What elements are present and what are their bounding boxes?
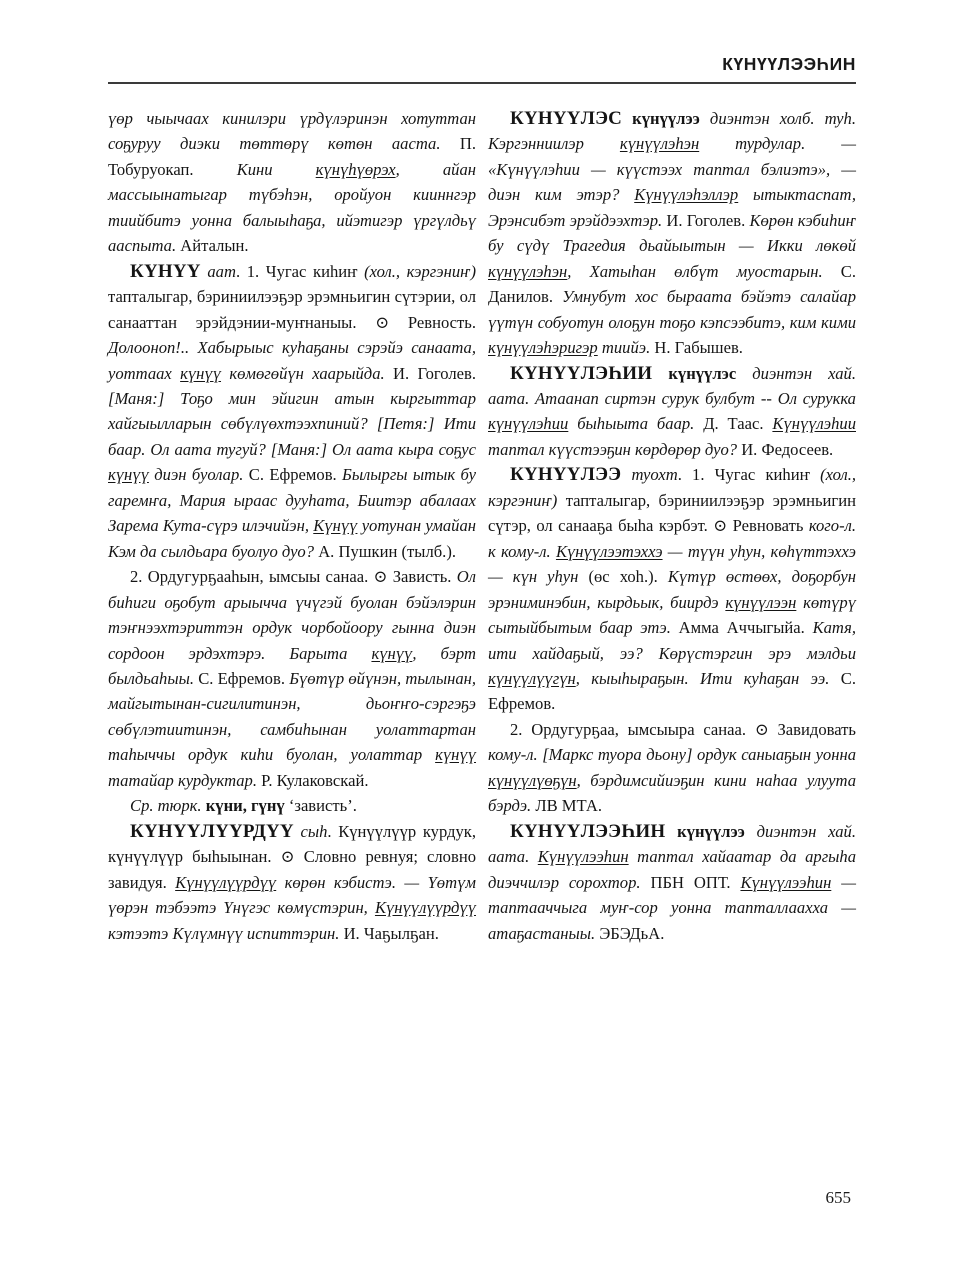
definition-kunuulee-1-tail: тапталыгар, бэриниилээҕэр эрэмньигин сүтэр, ол санааҕа быһа кэрбэт. — [488, 490, 856, 536]
em-dash-separator: — — [404, 872, 420, 892]
quote-16-lead: Күтүр өстөөх, доҕорбун эрэниминэбин, кырдьык, биирдэ — [488, 567, 857, 612]
quote-10-source: И. Гоголев. — [666, 210, 746, 230]
quote-8-lead: Кэргэнниилэр — [488, 134, 620, 154]
entry-kunuu-sense-2 — [108, 564, 476, 793]
quote-17-source: С. Ефремов. — [488, 668, 856, 714]
quote-1-lead: Долооноп!.. Хабырыыс куһаҕаны сэрэйэ санаата, уоттаах — [108, 338, 476, 383]
quote-5-lead: Бүөтүр өйүнэн, тылынан, майгытынан-сигилитинэн, дьоҥҥо-сэргэҕэ сөбүлэтиитинэн, самбиһынан уолаттартан таһыччы ордук киһи буолан, уолаттар — [108, 668, 476, 765]
quote-6-tail: көрөн кэбистэ. — [276, 872, 396, 892]
underlined-form-kunuulehii-1: күнүүлэһии — [488, 414, 569, 434]
reference-tail-kunuuleehin: диэнтэн хай. аата. — [488, 821, 856, 867]
underlined-form-kunuulehii-2: Күнүүлэһии — [772, 414, 856, 434]
quote-17-lead: Катя, ити хайдаҕый, ээ? Көрүстэргин эрэ мэлдьи — [488, 618, 856, 663]
underlined-form-kunuules-3: күнүүлэһэн — [488, 261, 568, 281]
definition-kunuuluurduu: Күнүүлүүр курдук, күнүүлүүр быһыынан. — [108, 821, 476, 867]
definition-1-tail: тапталыгар, бэриниилээҕэр эрэмньигин сүтэрии, ол санааттан эрэйдэнии-муҥнаныы. — [108, 287, 476, 332]
quote-7-lead: Үөтүм үөрэн тэбээтэ Үнүгэс көмүстэрин, — [108, 872, 476, 918]
headword-kunuu: КҮНҮҮ — [130, 260, 201, 282]
reference-headword-kunuulehii: күнүүлэс — [668, 363, 737, 383]
quote-2-tail: диэн буолар. — [148, 465, 244, 485]
quote-1-source: И. Гоголев. — [392, 363, 476, 383]
quote-5-source: Р. Кулаковскай. — [261, 770, 369, 790]
russian-equivalent-kunuulee-1: Ревновать — [732, 516, 809, 536]
underlined-form-kunuulee-4: күнүүлүөҕүн — [488, 770, 577, 790]
underlined-form-kunuu-1: күнүү — [180, 363, 222, 383]
entry-kunuu — [108, 259, 476, 564]
quote-18-lead: [Маркс туора дьону] ордук саныаҕын уонна — [542, 745, 856, 765]
sense-bullet-icon-5: ⊙ — [754, 719, 769, 739]
sense-bullet-icon-2: ⊙ — [373, 567, 388, 587]
russian-equivalent-kunuuluurduu: Словно ревнуя; словно завидуя. — [108, 847, 476, 892]
sense-number-2: 2. — [130, 567, 143, 587]
page-header — [108, 44, 856, 84]
headword-kunuulee: КҮНҮҮЛЭЭ — [510, 464, 622, 486]
underlined-form-kunuuleehin-1: Күнүүлээһин — [537, 847, 629, 867]
right-column — [488, 106, 856, 1171]
etymology-cf-label: Ср. — [130, 796, 154, 816]
quote-16-tail: көтүрү сытыйбытым баар этэ. — [488, 592, 856, 638]
quote-7-tail: кэтээтэ Күлүмнүү испиттэрин. — [108, 923, 340, 943]
quote-3-source-note: (тылб.). — [401, 541, 456, 561]
quote-13-lead: Атаанап сиртэн сурук булбут -- Ол сурукка — [535, 388, 856, 408]
quote-9: «Күнүүлэһии — күүстээх таптал бэлиэтэ», — диэн ким этэр? — [488, 159, 856, 205]
quote-14-tail: таптал күүстээҕин көрдөрөр дуо? — [488, 439, 738, 459]
russian-government-note-1: кого-л. к кому-л. — [488, 516, 856, 561]
quote-8-tail: турдулар. — [699, 134, 806, 154]
quote-3-lead: Былыргы ытык бу гаремҥа, Мария ыраас дууһата, Биитэр абалаах Зарема Кута-сүрэ илэчийэн, — [108, 465, 476, 536]
quote-18-source: ЛВ МТА. — [535, 796, 602, 816]
russian-equivalent-1: Ревность. — [407, 312, 476, 332]
entry-kunuulehii — [488, 361, 856, 463]
quote-7-source: И. Чаҕылҕан. — [343, 923, 439, 943]
grammar-label-kunuulee: туохт — [631, 465, 678, 485]
quote-12-source: Н. Габышев. — [654, 338, 743, 358]
header-divider-rule — [108, 82, 856, 84]
continuation-source-2: Айталын. — [180, 236, 249, 256]
continuation-source-1: П. Тобуруокап. — [108, 134, 476, 179]
underlined-form-kunuuleehin-2: Күнүүлээһин — [740, 872, 832, 892]
continuation-paragraph — [108, 106, 476, 259]
headword-kunuules: КҮНҮҮЛЭС — [510, 108, 623, 129]
grammar-dot-2: . — [327, 821, 332, 841]
quote-3-source: А. Пушкин — [318, 541, 398, 561]
entry-kunuuluurduu — [108, 819, 476, 946]
quote-4-source: С. Ефремов. — [198, 668, 285, 688]
quote-1-tail: көмөгөйүн хаарыйда. — [221, 363, 385, 383]
quote-12-lead: Умнубут хос быраата бэйэтэ салайар үүтүн собуотун олоҕун тоҕо кэпсээбитэ, ким кими — [488, 287, 856, 332]
quote-19-tail: таптал хайаатар да аргыһа диэччилэр сорохтор. — [488, 847, 856, 892]
quote-3-tail: уотунан умайан Кэм да сылдьара буолуо дуо? — [108, 516, 476, 561]
quote-13-source: Д. Таас. — [703, 414, 764, 434]
underlined-form-kunuuluurduu-1: Күнүүлүүрдүү — [175, 872, 277, 892]
underlined-form-kunuules-4: күнүүлэһэригэр — [488, 338, 598, 358]
grammar-label-kunuu: аат — [207, 261, 236, 281]
sense-number-kunuulee-1: 1. — [692, 465, 705, 485]
underlined-form-kunuules-1: күнүүлэһэн — [619, 134, 700, 154]
text-columns — [108, 106, 856, 1171]
etymology-forms: күни, гүнү — [205, 796, 285, 816]
quote-2-source: С. Ефремов. — [248, 465, 337, 485]
quote-5-tail: татайар курдуктар. — [108, 770, 258, 790]
quote-13-tail: быһыыта баар. — [568, 414, 695, 434]
quote-11-lead: Көрөн кэбиһиҥ бу сүдү Трагедия дьайыытын — Икки лөкөй — [488, 210, 856, 256]
page-number: 655 — [825, 1188, 851, 1207]
continuation-quote-text: үөр чыычаах кинилэри үрдүлэринэн хотуттан соҕуруу диэки төттөрү көтөн ааста. — [108, 109, 476, 154]
quote-10-tail: ытыктаспат, Эрэнсибэт эрэйдээхтэр. — [488, 185, 856, 230]
grammar-dot-3: . — [677, 465, 682, 485]
quote-11-tail: , Хатыһан өлбүт муостарын. — [567, 261, 823, 281]
definition-1-italic-note: (хол., кэргэниҥ) — [364, 261, 476, 281]
quote-16-source: Амма Аччыгыйа. — [678, 618, 805, 638]
grammar-label-kunuuluurduu: сыһ — [300, 821, 328, 841]
quote-18-tail: , бэрдимсийиэҕин кини наһаа улуута бэрдэ. — [488, 770, 856, 816]
reference-tail-kunuules: диэнтэн холб. туһ. — [709, 109, 856, 128]
quote-12-tail: тиийэ. — [597, 338, 651, 358]
underlined-form-kunuules-2: Күнүүлэһэллэр — [634, 185, 739, 205]
underlined-form-kunuu-4: күнүү — [371, 643, 413, 663]
headword-kunuuleehin: КҮНҮҮЛЭЭҺИН — [510, 820, 666, 842]
underlined-form-kunuu-2: күнүү — [108, 465, 149, 485]
grammar-dot: . — [235, 261, 241, 281]
underlined-form-kunuulee-3: күнүүлүүгүн — [488, 668, 576, 688]
left-column — [108, 106, 476, 1171]
quote-4-lead: Ол биһиги оҕобут арыычча үчүгэй буолан бэйэлэрин тэҥнээхтэриттэн ордук чорбойоору гынна диэн сордоон эрдэхтэрэ. Барыта — [108, 567, 476, 663]
sense-number-1: 1. — [246, 261, 260, 281]
definition-1-lead: Чугас киһиҥ — [265, 261, 365, 281]
sense-bullet-icon: ⊙ — [375, 312, 390, 332]
definition-2: Ордугурҕааһын, ымсыы санаа. — [147, 567, 369, 587]
entry-kunuulee — [488, 462, 856, 717]
reference-tail-kunuulehii: диэнтэн хай. аата. — [488, 363, 857, 408]
underlined-form-kunuulee-1: Күнүүлээтэххэ — [555, 541, 663, 561]
russian-equivalent-2: Зависть. — [392, 567, 452, 587]
running-header-title: КҮНҮҮЛЭЭҺИН — [722, 54, 856, 74]
quote-15-note: (өс хоһ.). — [588, 567, 658, 587]
continuation-quote-lead: Кини — [236, 159, 316, 179]
russian-equivalent-kunuulee-2: Завидовать — [777, 719, 856, 739]
quote-4-tail: , бэрт былдьаһыы. — [108, 643, 476, 688]
reference-headword-kunuules: күнүүлээ — [632, 109, 700, 128]
quote-2-lead: [Маня:] Тоҕо мин эйигин атын кыргыттар хайгыылларын сөбүлүөхтээхпиний? [Петя:] Ити баар. Ол аата тугуй? [Маня:] Ол аата кыра соҕус — [108, 388, 476, 459]
entry-kunuulee-sense-2 — [488, 717, 856, 819]
sense-number-kunuulee-2: 2. — [510, 719, 523, 739]
headword-kunuuluurduu: КҮНҮҮЛҮҮРДҮҮ — [130, 820, 294, 842]
em-dash-separator-2: — — [841, 134, 856, 154]
underlined-form-kunuuluurduu-2: Күнүүлүүрдүү — [374, 898, 476, 918]
entry-kunuules — [488, 106, 856, 361]
reference-headword-kunuuleehin: күнүүлээ — [677, 821, 745, 841]
entry-kunuuleehin — [488, 819, 856, 946]
quote-15-tail: — түүн уһун, көһүттэххэ — күн уһун — [488, 541, 856, 587]
underlined-form-kunuu-5: күнүү — [435, 745, 476, 765]
quote-14-source: И. Федосеев. — [741, 439, 834, 459]
headword-kunuulehii: КҮНҮҮЛЭҺИИ — [510, 362, 653, 384]
definition-kunuulee-1-italic-note: (хол., кэргэниҥ) — [488, 465, 857, 510]
quote-20-source: ЭБЭДьА. — [599, 923, 665, 943]
quote-19-source: ПБН ОПТ. — [650, 872, 731, 892]
quote-17-tail: , кыыһыраҕын. Ити куһаҕан ээ. — [575, 668, 830, 688]
underlined-form-kunuhuorekh: күнүһүөрэх — [315, 159, 396, 179]
sense-bullet-icon-4: ⊙ — [713, 516, 728, 536]
etymology-note — [108, 793, 476, 818]
definition-kunuulee-1-lead: Чугас киһиҥ — [714, 465, 821, 485]
continuation-quote-tail: , айан массыынатыгар түбэһэн, оройуон кииннгэр тиийбитэ уонна балыыһаҕа, ийэтигэр үргүлдьү ааспыта. — [108, 159, 476, 256]
underlined-form-kunuulee-2: күнүүлээн — [725, 592, 797, 612]
underlined-form-kunuu-3: Күнүү — [313, 516, 358, 536]
quote-20-tail: — таптааччыга муҥ-сор уонна тапталлаахха — атаҕастаныы. — [488, 872, 857, 943]
russian-government-note-2: кому-л. — [488, 745, 538, 765]
etymology-gloss: ‘зависть’. — [288, 796, 357, 816]
quote-11-source: С. Данилов. — [488, 261, 856, 307]
sense-bullet-icon-3: ⊙ — [280, 847, 295, 867]
etymology-language-label: тюрк. — [157, 796, 202, 816]
definition-kunuulee-2: Ордугурҕаа, ымсыыра санаа. — [531, 719, 747, 739]
